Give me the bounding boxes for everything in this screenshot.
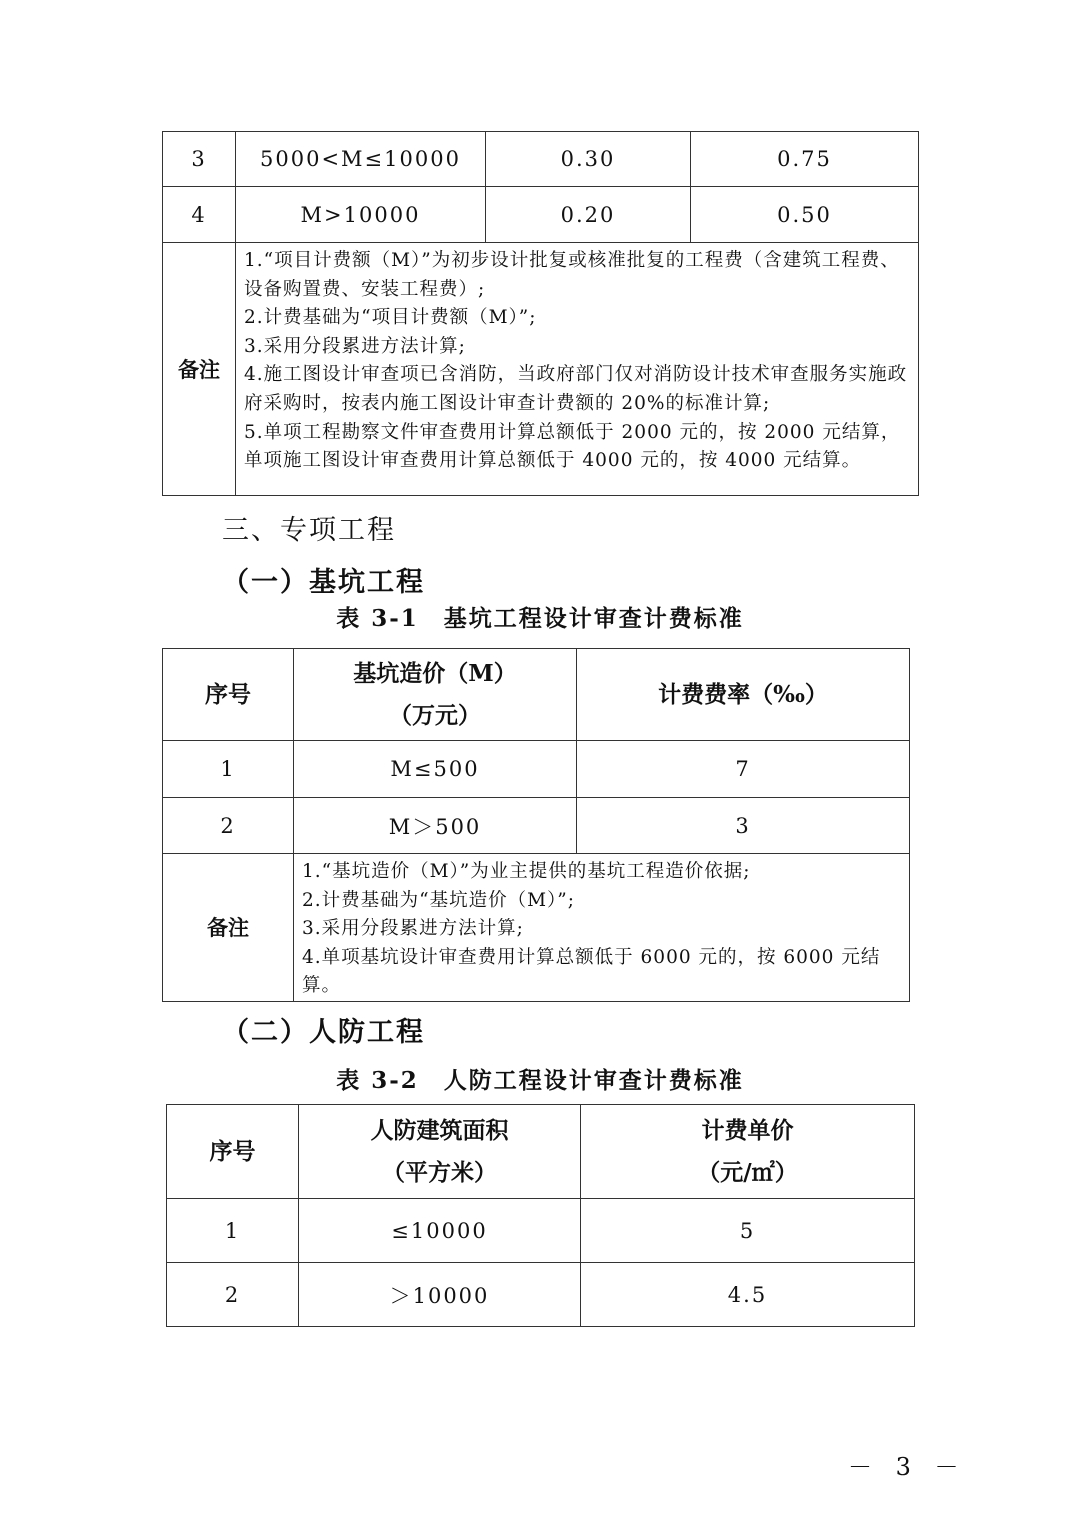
note-line: 4.施工图设计审查项已含消防，当政府部门仅对消防设计技术审查服务实施政府采购时，按表内施工图设计审查计费额的 20%的标准计算; — [244, 364, 908, 414]
rate-value: 0.20 — [486, 187, 691, 243]
rate-value: 3 — [577, 798, 910, 854]
table-caption: 表 3-2 人防工程设计审查计费标准 — [336, 1067, 744, 1094]
note-line: 1.“项目计费额（M）”为初步设计批复或核准批复的工程费（含建筑工程费、设备购置费、安装工程费）; — [244, 250, 900, 300]
table-row — [163, 187, 919, 243]
remark-notes — [294, 854, 910, 1002]
note-line: 5.单项工程勘察文件审查费用计算总额低于 2000 元的，按 2000 元结算，单项施工图设计审查费用计算总额低于 4000 元的，按 4000 元结算。 — [244, 421, 901, 472]
unit-price: 5 — [581, 1199, 915, 1263]
civil-defense-fee-table — [166, 1104, 915, 1327]
unit-price: 4.5 — [581, 1263, 915, 1327]
row-number: 2 — [167, 1263, 299, 1327]
subsection-heading: （二）人防工程 — [222, 1017, 425, 1048]
header-cost-line2: （万元） — [389, 701, 481, 729]
note-line: 4.单项基坑设计审查费用计算总额低于 6000 元的，按 6000 元结算。 — [302, 946, 881, 997]
row-number: 4 — [163, 187, 236, 243]
table-row — [163, 132, 919, 187]
rate-value: 0.75 — [691, 132, 919, 187]
fee-range: M>10000 — [236, 187, 486, 243]
rate-value: 0.50 — [691, 187, 919, 243]
area-range: ＞10000 — [299, 1263, 581, 1327]
header-price — [581, 1105, 915, 1199]
cost-range: M＞500 — [294, 798, 577, 854]
row-number: 2 — [163, 798, 294, 854]
table-caption: 表 3-1 基坑工程设计审查计费标准 — [336, 605, 744, 632]
section-heading: 三、专项工程 — [222, 515, 396, 546]
subsection-heading: （一）基坑工程 — [222, 567, 425, 598]
area-range: ≤10000 — [299, 1199, 581, 1263]
table-row — [163, 741, 910, 798]
remark-label: 备注 — [163, 854, 294, 1002]
header-area-line1: 人防建筑面积 — [370, 1116, 509, 1144]
note-line: 2.计费基础为“项目计费额（M）”; — [244, 307, 537, 329]
remark-label: 备注 — [163, 243, 236, 496]
note-line: 3.采用分段累进方法计算; — [302, 918, 524, 940]
page-number: － 3 － — [848, 1453, 967, 1481]
header-cost — [294, 649, 577, 741]
table-row — [163, 798, 910, 854]
fee-range: 5000<M≤10000 — [236, 132, 486, 187]
cost-range: M≤500 — [294, 741, 577, 798]
header-no: 序号 — [167, 1105, 299, 1199]
header-price-line2: （元/㎡） — [697, 1158, 798, 1186]
note-line: 2.计费基础为“基坑造价（M）”; — [302, 889, 575, 911]
table-header-row — [167, 1105, 915, 1199]
table-header-row — [163, 649, 910, 741]
header-no: 序号 — [163, 649, 294, 741]
fee-table-continuation — [162, 131, 919, 496]
header-rate: 计费费率（‰） — [577, 649, 910, 741]
row-number: 1 — [163, 741, 294, 798]
row-number: 3 — [163, 132, 236, 187]
foundation-pit-fee-table — [162, 648, 910, 1002]
remark-row — [163, 854, 910, 1002]
table-row — [167, 1199, 915, 1263]
remark-notes — [236, 243, 919, 496]
note-line: 3.采用分段累进方法计算; — [244, 335, 466, 357]
header-area-line2: （平方米） — [382, 1158, 497, 1186]
note-line: 1.“基坑造价（M）”为业主提供的基坑工程造价依据; — [302, 861, 751, 882]
header-area — [299, 1105, 581, 1199]
header-cost-line1: 基坑造价（M） — [353, 659, 517, 687]
remark-row — [163, 243, 919, 496]
rate-value: 0.30 — [486, 132, 691, 187]
rate-value: 7 — [577, 741, 910, 798]
header-price-line1: 计费单价 — [701, 1116, 794, 1144]
table-row — [167, 1263, 915, 1327]
row-number: 1 — [167, 1199, 299, 1263]
